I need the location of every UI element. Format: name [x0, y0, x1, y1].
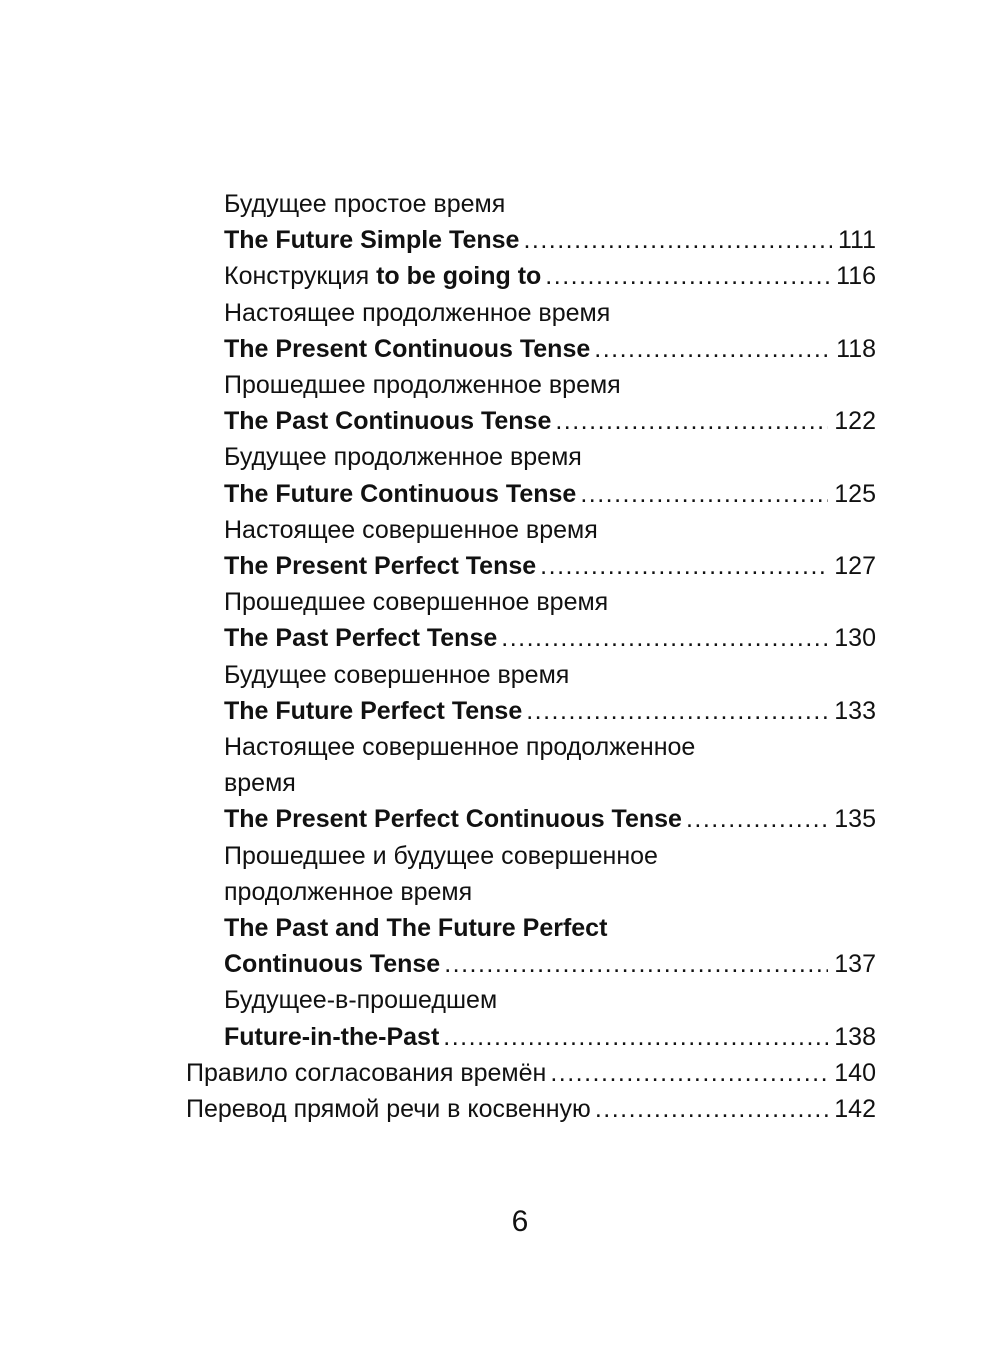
toc-entry[interactable] [186, 1091, 876, 1127]
toc-caption: время [224, 769, 296, 798]
toc-entry[interactable] [186, 331, 876, 367]
toc-caption: продолженное время [224, 877, 473, 906]
toc-page-number: 133 [834, 696, 876, 725]
toc-entry[interactable] [186, 1019, 876, 1055]
toc-caption: Настоящее совершенное время [224, 515, 598, 544]
toc-entry[interactable] [186, 620, 876, 656]
dot-leader [595, 1091, 828, 1127]
toc-caption: Будущее продолженное время [224, 443, 582, 472]
toc-page-number: 111 [837, 226, 876, 255]
toc-page-number: 130 [834, 624, 876, 653]
dot-leader [545, 258, 830, 294]
toc-entry-title: The Present Continuous Tense [224, 334, 591, 363]
toc-entry-title: Continuous Tense [224, 950, 441, 979]
toc-caption: Будущее совершенное время [224, 660, 570, 689]
toc-entry-title: The Past Continuous Tense [224, 407, 552, 436]
toc-entry[interactable] [186, 403, 876, 439]
dot-leader [555, 403, 828, 439]
toc-entry-title: Конструкция [224, 262, 377, 291]
dot-leader [526, 693, 828, 729]
toc-entry[interactable] [186, 548, 876, 584]
toc-entry[interactable] [186, 258, 876, 294]
toc-entry-title: The Future Continuous Tense [224, 479, 577, 508]
dot-leader [523, 222, 832, 258]
toc-page-number: 116 [836, 262, 876, 291]
toc-entry[interactable] [186, 476, 876, 512]
dot-leader [580, 476, 828, 512]
table-of-contents [186, 186, 876, 1127]
toc-entry-title: The Past Perfect Tense [224, 624, 498, 653]
dot-leader [550, 1055, 828, 1091]
toc-entry[interactable] [186, 222, 876, 258]
toc-page-number: 122 [834, 407, 876, 436]
toc-page-number: 142 [834, 1095, 876, 1124]
toc-entry[interactable] [186, 1055, 876, 1091]
toc-entry[interactable] [186, 801, 876, 837]
toc-page-number: 118 [836, 334, 876, 363]
toc-caption: Будущее-в-прошедшем [224, 986, 498, 1015]
toc-entry[interactable] [186, 946, 876, 982]
toc-page-number: 137 [834, 950, 876, 979]
toc-page-number: 135 [834, 805, 876, 834]
toc-caption: Будущее простое время [224, 190, 506, 218]
toc-entry-title: Future-in-the-Past [224, 1022, 440, 1051]
toc-entry-title: Правило согласования времён [186, 1058, 547, 1087]
dot-leader [443, 1019, 828, 1055]
page-number: 6 [511, 1205, 529, 1238]
toc-page-number: 140 [834, 1058, 876, 1087]
toc-caption-bold: The Past and The Future Perfect [224, 914, 608, 943]
toc-page-number: 138 [834, 1022, 876, 1051]
dot-leader [501, 620, 828, 656]
toc-caption: Прошедшее совершенное время [224, 588, 609, 617]
toc-entry-title: Перевод прямой речи в косвенную [186, 1095, 591, 1124]
toc-caption: Настоящее совершенное продолженное [224, 733, 696, 762]
toc-page-number: 125 [834, 479, 876, 508]
toc-caption: Настоящее продолженное время [224, 298, 611, 327]
toc-page-number: 127 [834, 552, 876, 581]
toc-caption: Прошедшее и будущее совершенное [224, 841, 658, 870]
toc-entry-title: The Present Perfect Continuous Tense [224, 805, 682, 834]
toc-entry-title: The Future Perfect Tense [224, 696, 523, 725]
dot-leader [444, 946, 828, 982]
dot-leader [594, 331, 830, 367]
toc-entry[interactable] [186, 693, 876, 729]
toc-entry-title-bold: to be going to [376, 262, 542, 291]
toc-entry-title: The Future Simple Tense [224, 226, 520, 255]
dot-leader [686, 801, 828, 837]
toc-entry-title: The Present Perfect Tense [224, 552, 537, 581]
toc-caption: Прошедшее продолженное время [224, 371, 621, 400]
dot-leader [540, 548, 828, 584]
